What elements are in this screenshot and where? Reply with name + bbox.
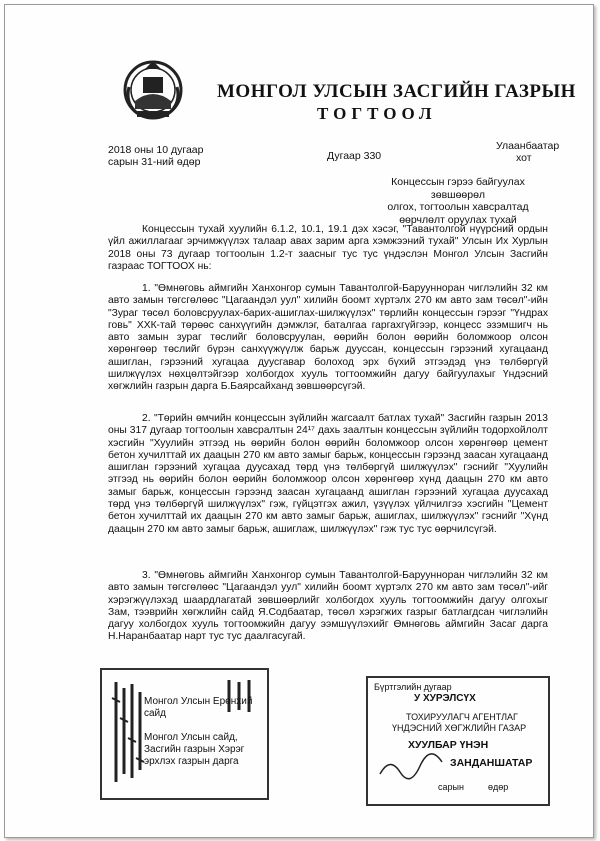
intro-paragraph: Концессын тухай хуулийн 6.1.2, 10.1, 19.1 дэх хэсэг, "Тавантолгой нүүрсний ордын үйл ажиллагааг эрчимжүүлэх талаар авах зарим арга хэмжээний тухай" Улсын Их Хурлын 2018 оны 73 дугаар тогтоолын 1.2-т заасныг тус тус үндэслэн Монгол Улсын Засгийн газраас ТОГТООХ нь: <box>108 224 548 272</box>
item3-paragraph: 3. "Өмнөговь аймгийн Ханхонгор сумын Тавантолгой-Баруунноран чиглэлийн 32 км авто замын төгсгөлөөс "Цагаандэл уул" хилийн боомт хүртэлх 270 км авто зам төсөл"-ийг хэрэгжүүлэхэд шаардлагатай зөвшөөрлийг холбогдох хууль тогтоомжийн дагуу олгохыг Зам, тээврийн хөгжлийн сайд Я.Содбаатар, төсөл хэрэгжих газрыг батлагдсан чиглэлийн дагуу холбогдох хууль тогтоомжийн дагуу ээмшүүлэхийг Өмнөговь аймгийн Засаг дарга Н.Наранбаатар нарт тус тус даалгасугай. <box>108 570 548 643</box>
signer-name: У ХУРЭЛСҮХ <box>414 693 476 704</box>
certifier-name: ЗАНДАНШАТАР <box>450 757 533 769</box>
body-intro <box>108 224 548 273</box>
prime-minister-label: Монгол Улсын Ерөнхий сайд <box>144 696 253 719</box>
agency-name: ҮНДЭСНИЙ ХӨГЖЛИЙН ГАЗАР <box>392 723 527 733</box>
resolution-date <box>108 144 203 168</box>
body-item-1 <box>108 283 548 394</box>
minister-label: Монгол Улсын сайд, <box>144 732 238 743</box>
resolution-subject <box>368 176 548 226</box>
certification-stamp <box>366 676 550 806</box>
body-item-3 <box>108 570 548 644</box>
signature-block-left <box>100 668 269 800</box>
subject-line3: өөрчлөлт оруулах тухай <box>399 213 517 226</box>
day-label: өдөр <box>488 782 509 792</box>
date-line1: 2018 оны 10 дугаар <box>108 144 204 156</box>
city-line2: хот <box>516 152 532 164</box>
item2-paragraph: 2. "Төрийн өмчийн концессын зүйлийн жагсаалт батлах тухай" Засгийн газрын 2013 оны 317 дугаар тогтоолын хавсралтын 24¹⁷ дахь заалтын концессын зүйлийн тодорхойлолт хэсгийн "Хуулийн этгээд нь өөрийн болон өөрийн боломжоор олсон хөрөнгөөр цемент бетон хучилттай их даацын 270 км авто замыг барьж, концессын гэрээнд заасан хугацаанд ашиглан гэрээний хугацаа дуусахад төрд үнэ төлбөргүй шилжүүлэх" гэснийг "Хуулийн этгээд нь өөрийн болон өөрийн боломжоор олсон хөрөнгөөр хүнд даацын 270 км авто замыг барьж, концессын гэрээнд заасан хугацаанд ашиглан гэрээний хугацаа дуусахад төрд үнэ төлбөргүй шилжүүлэх" гэж, гүйцэтгэх ажил, үзүүлэх үйлчилгээ хэсгийн "Цемент бетон хучилттай их даацын 270 км авто замыг барьж, ашиглах, шилжүүлэх" гэснийг "Хүнд даацын 270 км авто замыг барьж, ашиглаж, шилжүүлэх" гэж тус тус өөрчилсүгэй. <box>108 413 548 535</box>
resolution-title: ТОГТООЛ <box>317 104 437 123</box>
true-copy-label: ХУУЛБАР ҮНЭН <box>408 739 489 751</box>
subject-line1: Концессын гэрээ байгуулах зөвшөөрөл <box>391 176 525 201</box>
item1-paragraph: 1. "Өмнөговь аймгийн Ханхонгор сумын Тавантолгой-Баруунноран чиглэлийн 32 км авто замын төгсгөлөөс "Цагаандэл уул" хилийн боомт хүртэлх 270 км авто зам төсөл"-ийн "Зураг төсөл боловсруулах-барих-ашиглах-шилжүүлэх" төрлийн концессын гэрээг "Үндрах говь" ХХК-тай төрөөс санхүүгийн дэмжлэг, баталгаа гаргахгүйгээр, концесс эзэмшигч нь авто замын зураг төслийг боловсруулан, өөрийн болон өөрийн боломжоор олсон хөрөнгөөр төслийг бүрэн санхүүжүүлж барьж дууссан, концессын гэрээний хугацаанд ашиглан, гэрээний хугацаа дуусгавар болоход эрх бүхий этгээдэд үнэ төлбөргүй шилжүүлэх нөхцөлтэйгээр холбогдох хууль тогтоомжийн дагуу байгуулахыг Үндэсний хөгжлийн газрын дарга Б.Баярсайханд зөвшөөрсүгэй. <box>108 283 548 393</box>
month-label: сарын <box>438 782 464 792</box>
cabinet-office-label-1: Засгийн газрын Хэрэг <box>144 744 245 755</box>
mongol-script-icon <box>108 678 148 788</box>
body-item-2 <box>108 413 548 536</box>
state-emblem-icon <box>117 57 189 123</box>
date-line2: сарын 31-ний өдөр <box>108 156 201 168</box>
cabinet-office-label-2: эрхлэх газрын дарга <box>144 756 239 767</box>
resolution-city <box>496 140 559 164</box>
subject-line2: олгох, тогтоолын хавсралтад <box>387 201 529 213</box>
government-title: МОНГОЛ УЛСЫН ЗАСГИЙН ГАЗРЫН <box>217 81 576 102</box>
city-line1: Улаанбаатар <box>496 140 560 152</box>
agency-label: ТОХИРУУЛАГЧ АГЕНТЛАГ <box>406 712 518 722</box>
signature-icon <box>376 752 446 782</box>
resolution-number: Дугаар 330 <box>327 150 382 162</box>
registration-number-label: Бүртгэлийн дугаар <box>374 682 452 692</box>
